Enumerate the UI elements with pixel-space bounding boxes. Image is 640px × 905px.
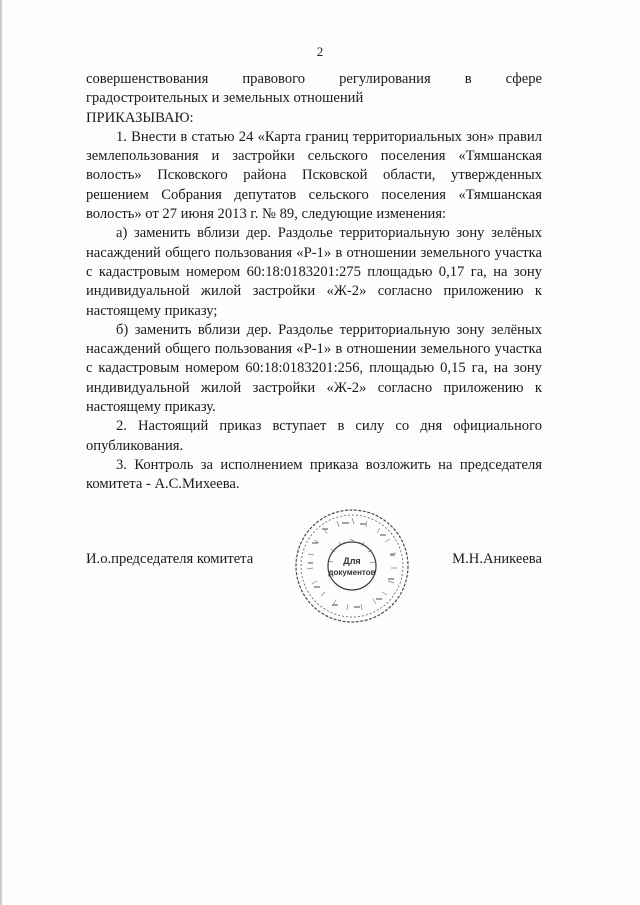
order-item-3: 3. Контроль за исполнением приказа возложить на председателя комитета - А.С.Михеева. [86,456,542,493]
page-number: 2 [316,44,324,59]
scan-edge [0,0,3,905]
body-text [86,70,542,495]
order-item-2: 2. Настоящий приказ вступает в силу со дня официального опубликования. [86,418,542,454]
order-item-1b: б) заменить вблизи дер. Раздолье территориальную зону зелёных насаждений общего пользования «Р-1» в отношении земельного участка с кадастровым номером 60:18:0183201:256, площадью 0,15 га, на зону индивидуальной жилой застройки «Ж-2» согласно приложению к настоящему приказу. [86,321,542,416]
signatory-title: И.о.председателя комитета [86,551,254,567]
order-item-1a: а) заменить вблизи дер. Раздолье территориальную зону зелёных насаждений общего пользования «Р-1» в отношении земельного участка с кадастровым номером 60:18:0183201:275 площадью 0,17 га, на зону индивидуальной жилой застройки «Ж-2» согласно приложению к настоящему приказу; [86,225,542,319]
signatory-name: М.Н.Аникеева [452,551,542,567]
signature-row [86,551,542,573]
seal-center-line1: Для [343,556,361,566]
order-heading: ПРИКАЗЫВАЮ: [86,109,194,126]
seal-center-line2: документов [328,568,376,577]
order-item-1: 1. Внести в статью 24 «Карта границ территориальных зон» правил землепользования и застройки сельского поселения «Тямшанская волость» Псковского района Псковской области, утвержденных решением Собрания депутатов сельского поселения «Тямшанская волость» от 27 июня 2013 г. № 89, следующие изменения: [86,128,542,223]
intro-continuation: совершенствования правового регулирования в сфере градостроительных и земельных отношений [86,71,542,107]
